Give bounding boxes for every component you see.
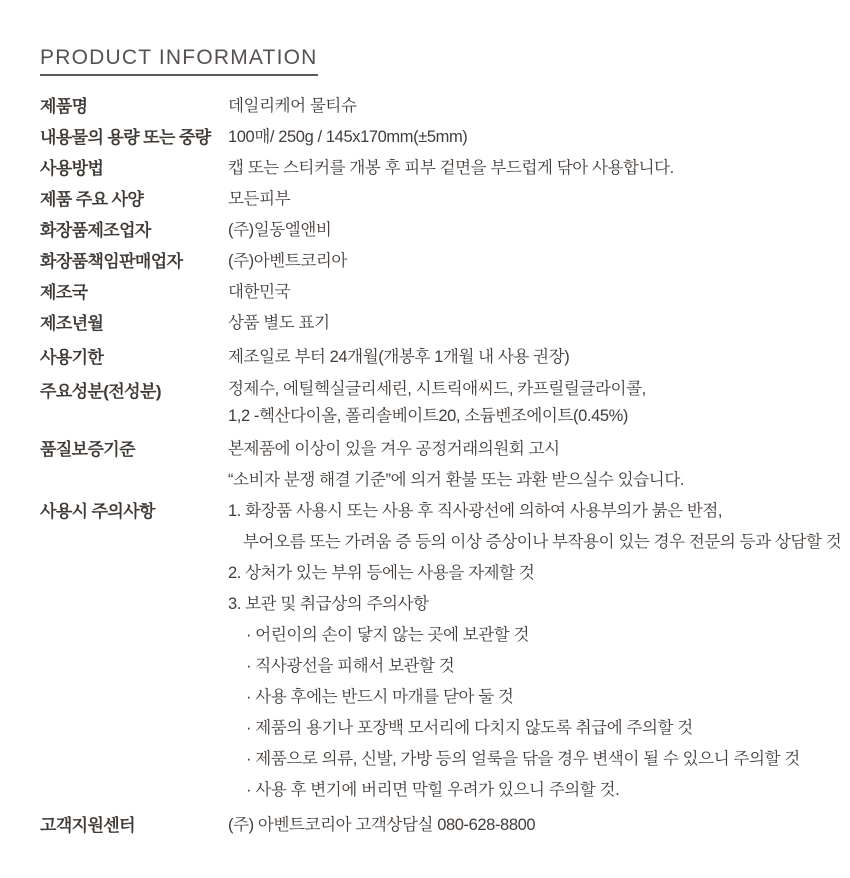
row-value: [228, 277, 290, 308]
table-row: [40, 376, 810, 430]
row-value: [228, 376, 646, 430]
value-line: 데일리케어 물티슈: [228, 97, 357, 115]
row-value: [228, 246, 347, 277]
value-line: 1. 화장품 사용시 또는 사용 후 직사광선에 의하여 사용부의가 붉은 반점,: [228, 502, 723, 520]
value-line: (주)일동엘앤비: [228, 221, 332, 239]
table-row: [40, 277, 810, 308]
row-label: 사용기한: [40, 348, 104, 367]
row-label: 화장품제조업자: [40, 221, 151, 240]
value-line: 모든피부: [228, 190, 291, 208]
value-line: (주)아벤트코리아: [228, 252, 347, 270]
table-row: [40, 246, 810, 277]
value-line: · 사용 후 변기에 버리면 막힐 우려가 있으니 주의할 것.: [246, 781, 620, 799]
value-line: 부어오름 또는 가려움 증 등의 이상 증상이나 부작용이 있는 경우 전문의 등과 상담할 것: [243, 533, 842, 551]
table-row: [40, 91, 810, 122]
row-label: 고객지원센터: [40, 816, 135, 835]
value-line: 2. 상처가 있는 부위 등에는 사용을 자제할 것: [228, 564, 535, 582]
value-line: · 어린이의 손이 닿지 않는 곳에 보관할 것: [246, 626, 530, 644]
row-value: [228, 184, 290, 215]
row-label: 제품명: [40, 97, 88, 116]
table-row: [40, 810, 810, 841]
page-title: PRODUCT INFORMATION: [40, 46, 318, 76]
row-label: 제조국: [40, 283, 88, 302]
value-line: · 직사광선을 피해서 보관할 것: [246, 657, 455, 675]
table-row: [40, 184, 810, 215]
row-label: 화장품책임판매업자: [40, 252, 183, 271]
value-line: 캡 또는 스티커를 개봉 후 피부 겉면을 부드럽게 닦아 사용합니다.: [228, 159, 674, 177]
value-line: “소비자 분쟁 해결 기준”에 의거 환불 또는 과환 받으실수 있습니다.: [228, 471, 685, 489]
value-line: · 제품의 용기나 포장백 모서리에 다치지 않도록 취급에 주의할 것: [246, 719, 693, 737]
value-line: 본제품에 이상이 있을 겨우 공정거래의원회 고시: [228, 440, 560, 458]
table-row: [40, 122, 810, 153]
table-row: [40, 215, 810, 246]
table-row: [40, 308, 810, 339]
row-value: [228, 153, 674, 184]
row-value: [228, 122, 467, 153]
value-line: 1,2 -헥산다이올, 폴리솔베이트20, 소듐벤조에이트(0.45%): [228, 407, 628, 425]
value-line: 3. 보관 및 취급상의 주의사항: [228, 595, 429, 613]
value-line: · 사용 후에는 반드시 마개를 닫아 둘 것: [246, 688, 514, 706]
row-label: 제조년월: [40, 314, 104, 333]
value-line: · 제품으로 의류, 신발, 가방 등의 얼룩을 닦을 경우 변색이 될 수 있으니 주의할 것: [246, 750, 800, 768]
row-value: [228, 496, 841, 806]
row-value: [228, 434, 684, 496]
table-row: [40, 153, 810, 184]
row-label: 사용시 주의사항: [40, 502, 155, 521]
row-label: 사용방법: [40, 159, 104, 178]
row-value: [228, 215, 331, 246]
row-value: [228, 810, 535, 841]
value-line: 정제수, 에틸헥실글리세린, 시트릭애씨드, 카프릴릴글라이콜,: [228, 380, 646, 398]
table-row: [40, 342, 810, 373]
row-label: 제품 주요 사양: [40, 190, 144, 209]
row-value: [228, 308, 330, 339]
product-info-table: [40, 91, 842, 841]
table-row: [40, 434, 810, 496]
value-line: 제조일로 부터 24개월(개봉후 1개월 내 사용 권장): [228, 348, 570, 366]
value-line: 대한민국: [228, 283, 291, 301]
value-line: 상품 별도 표기: [228, 314, 330, 332]
value-line: 100매/ 250g / 145x170mm(±5mm): [228, 128, 468, 146]
table-row: [40, 496, 842, 806]
row-label: 주요성분(전성분): [40, 382, 161, 401]
value-line: (주) 아벤트코리아 고객상담실 080-628-8800: [228, 816, 536, 834]
row-value: [228, 91, 357, 122]
row-label: 품질보증기준: [40, 440, 135, 459]
row-label: 내용물의 용량 또는 중량: [40, 128, 211, 147]
row-value: [228, 342, 569, 373]
